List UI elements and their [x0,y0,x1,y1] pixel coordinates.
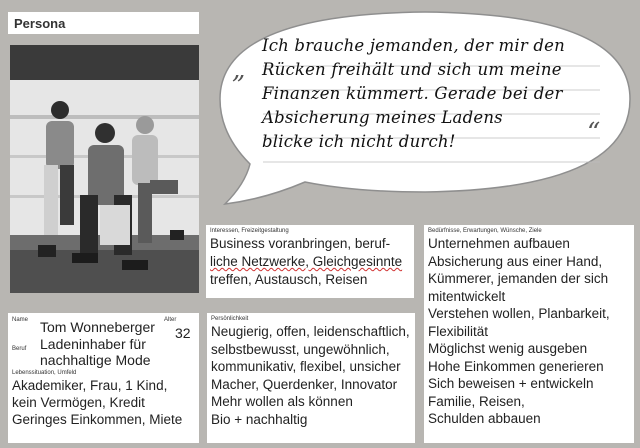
name-label: Name [12,317,29,323]
personality-line: Neugierig, offen, leidenschaftlich, [211,324,410,339]
interests-label: Interessen, Freizeitgestaltung [210,228,289,234]
job-value [40,336,151,368]
needs-line: Verstehen wollen, Planbarkeit, [428,306,610,321]
needs-line: Schulden abbauen [428,411,541,426]
personality-line: Mehr wollen als können [211,394,353,409]
name-value: Tom Wonneberger [40,319,155,335]
needs-line: Flexibilität [428,323,489,339]
interests-box [206,225,414,298]
job-row [12,333,195,367]
quote-line: Ich brauche jemanden, der mir den [262,36,565,55]
quote-line: blicke ich nicht durch! [262,132,456,151]
personality-line: Macher, Querdenker, Innovator [211,376,398,392]
interests-line: treffen, Austausch, Reisen [210,272,368,287]
needs-line: mitentwickelt [428,288,506,304]
interests-line [210,253,410,271]
life-line: kein Vermögen, Kredit [12,395,145,410]
age-label: Alter [164,317,177,323]
name-row [12,315,195,341]
quote-line: Rücken freihält und sich um meine [262,60,562,79]
personality-line: selbstbewusst, ungewöhnlich, [211,341,390,357]
quote-line: Finanzen kümmert. Gerade bei der [262,84,563,103]
life-line: Akademiker, Frau, 1 Kind, [12,378,168,393]
needs-line: Absicherung aus einer Hand, [428,253,603,269]
job-line: Ladeninhaber für [40,336,146,352]
quote-line: Absicherung meines Ladens [262,108,503,127]
needs-line: Unternehmen aufbauen [428,236,570,251]
personality-line: kommunikativ, flexibel, unsicher [211,359,401,374]
personality-label: Persönlichkeit [211,316,249,322]
needs-label: Bedürfnisse, Erwartungen, Wünsche, Ziele [428,228,542,234]
persona-header [8,12,199,34]
job-line: nachhaltige Mode [40,352,151,368]
job-label: Beruf [12,346,27,352]
info-box [8,313,199,443]
needs-box [424,225,634,443]
open-quote-mark: „ [232,55,246,85]
interests-line-text: liche Netzwerke, Gleichgesinnte [210,254,403,269]
persona-photo-image [10,45,199,293]
personality-box [207,313,415,443]
interests-line: Business voranbringen, beruf- [210,236,391,251]
needs-line: Hohe Einkommen generieren [428,358,604,374]
needs-line: Sich beweisen + entwickeln [428,376,594,391]
age-value: 32 [175,325,191,341]
personality-line: Bio + nachhaltig [211,411,308,427]
needs-line: Familie, Reisen, [428,393,525,409]
quote-text [262,34,602,154]
needs-line: Kümmerer, jemanden der sich [428,271,609,286]
life-label: Lebenssituation, Umfeld [12,370,77,376]
close-quote-mark: “ [587,118,601,148]
needs-line: Möglichst wenig ausgeben [428,341,588,356]
persona-photo [10,45,199,293]
life-situation [12,369,195,428]
persona-title: Persona [14,16,66,31]
life-line: Geringes Einkommen, Miete [12,412,183,427]
